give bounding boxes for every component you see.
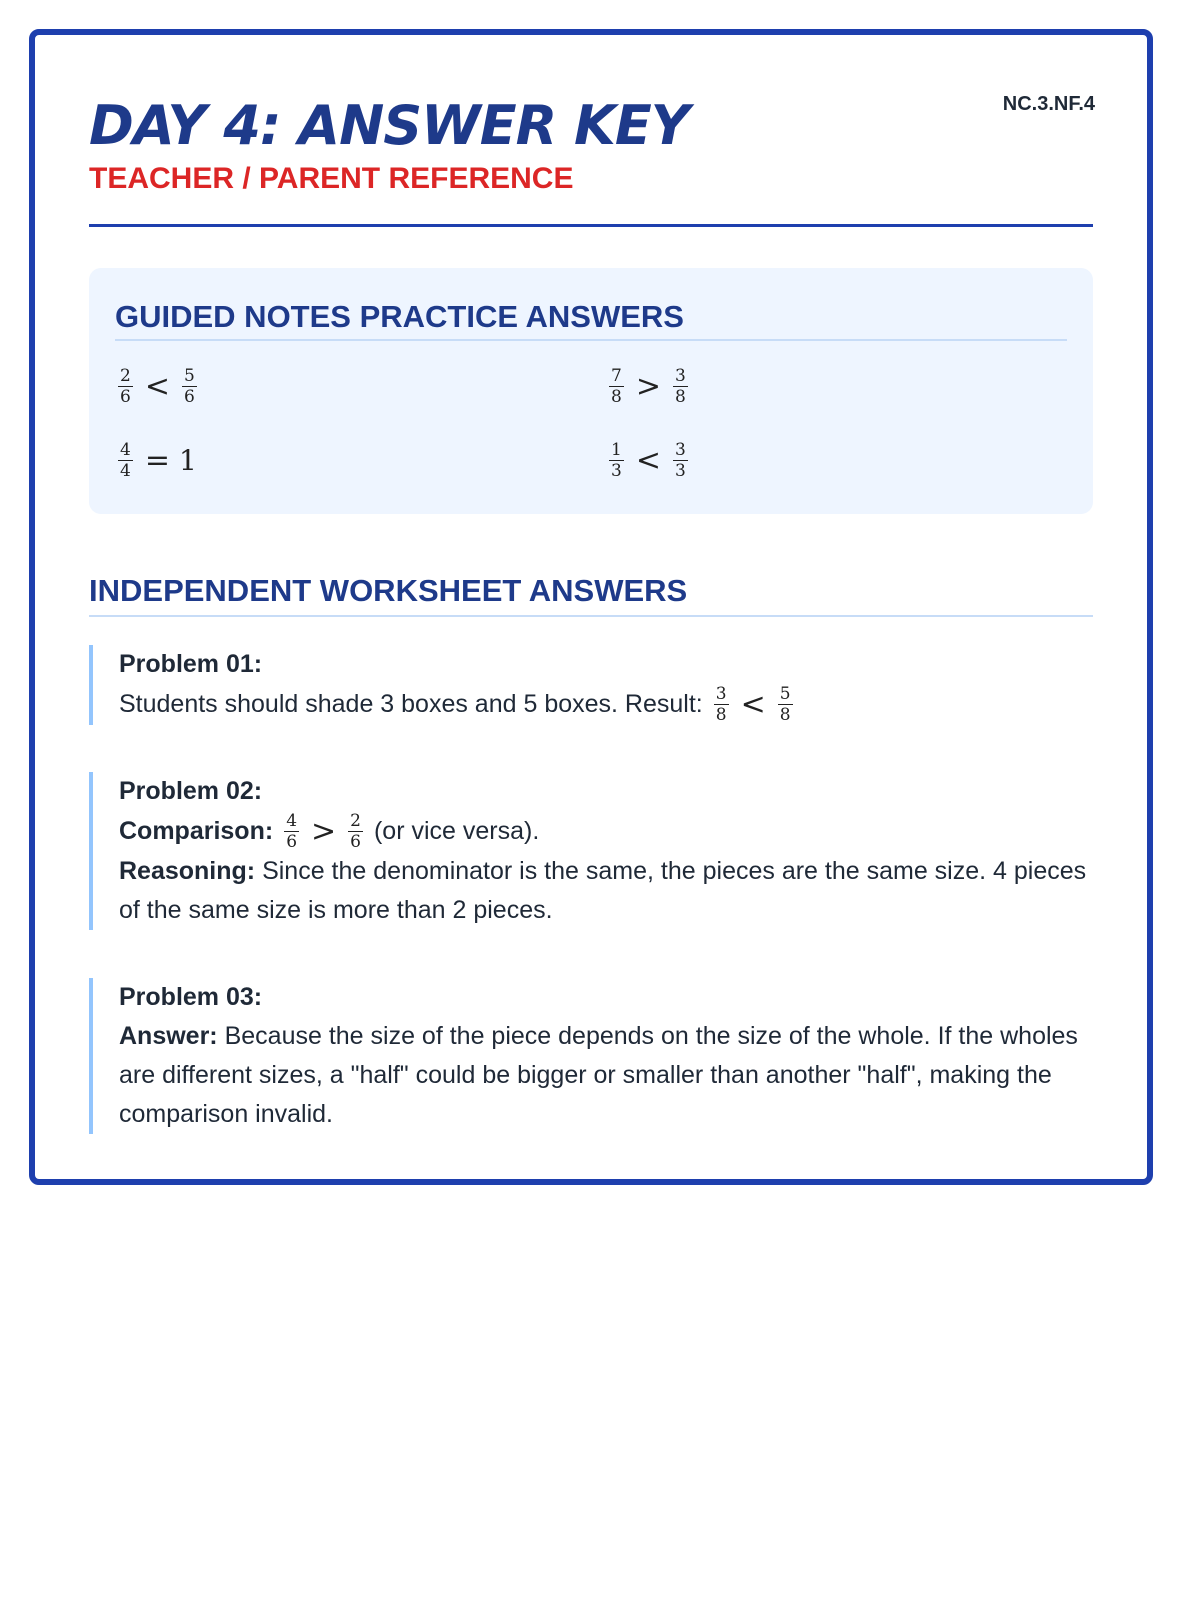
denominator: 6 [286,832,298,852]
comparison-2 [606,366,691,407]
denominator: 6 [120,387,131,407]
comparison-operator: < [144,369,170,404]
numerator: 2 [120,366,131,386]
fraction [609,366,624,407]
fraction [778,684,793,725]
independent-divider [89,615,1093,617]
result-comparison [711,684,796,725]
comparison-3 [115,440,197,481]
comparison-label: Comparison: [119,817,274,845]
page-subtitle: TEACHER / PARENT REFERENCE [89,162,574,195]
numerator: 3 [674,366,686,386]
independent-heading: INDEPENDENT WORKSHEET ANSWERS [89,573,688,608]
answer-label: Answer: [119,1022,218,1050]
problem-title: Problem 03: [119,983,263,1011]
fraction [714,684,729,725]
standard-code: NC.3.NF.4 [1002,93,1095,115]
fraction [182,366,197,407]
page-title: DAY 4: ANSWER KEY [89,94,689,157]
problem-03 [89,978,1093,1134]
reasoning-label: Reasoning: [119,857,256,885]
reasoning-text: Since the denominator is the same, the pieces are the same size. 4 pieces of the same size is more than 2 pieces. [119,857,1087,924]
problem-title: Problem 01: [119,650,263,678]
problem-02 [89,772,1093,930]
numerator: 5 [779,684,791,704]
comparison-suffix: (or vice versa). [373,817,540,845]
fraction [673,366,688,407]
denominator: 8 [715,705,727,725]
answer-key-card [29,29,1153,1185]
comparison-4 [606,440,691,481]
comparison-operator: > [635,369,661,404]
fraction [348,811,363,852]
answer-text: Because the size of the piece depends on the size of the whole. If the wholes are different sizes, a "half" could be bigger or smaller than another "half", making the comparison invalid. [119,1022,1078,1128]
fraction [673,440,688,481]
comparison-line [119,811,1093,852]
denominator: 6 [350,832,361,852]
denominator: 8 [611,387,622,407]
numerator: 2 [350,811,361,831]
comparison-1 [115,366,200,407]
denominator: 4 [120,461,131,481]
fraction [609,440,624,481]
whole-number: 1 [178,444,197,477]
header-divider [89,224,1093,227]
fraction [118,366,133,407]
guided-notes-panel [89,268,1093,514]
guided-notes-divider [115,339,1067,341]
answer-paragraph [119,1017,1093,1134]
numerator: 4 [120,440,131,460]
fraction [284,811,299,852]
comparison-expression [281,811,366,852]
problem-text: Students should shade 3 boxes and 5 boxes. Result: [119,690,703,718]
guided-notes-heading: GUIDED NOTES PRACTICE ANSWERS [115,299,684,334]
reasoning-paragraph [119,852,1093,930]
numerator: 1 [611,440,622,460]
comparison-operator: = [144,443,170,478]
comparison-operator: > [311,814,337,849]
problem-title: Problem 02: [119,777,263,805]
denominator: 8 [674,387,686,407]
denominator: 3 [674,461,686,481]
numerator: 3 [715,684,727,704]
problem-answer-line [119,684,1093,725]
numerator: 5 [183,366,195,386]
denominator: 3 [611,461,622,481]
comparison-operator: < [740,687,766,722]
numerator: 4 [286,811,298,831]
numerator: 7 [611,366,622,386]
fraction [118,440,133,481]
numerator: 3 [674,440,686,460]
denominator: 8 [779,705,791,725]
problem-01 [89,645,1093,725]
denominator: 6 [183,387,195,407]
comparison-operator: < [635,443,661,478]
